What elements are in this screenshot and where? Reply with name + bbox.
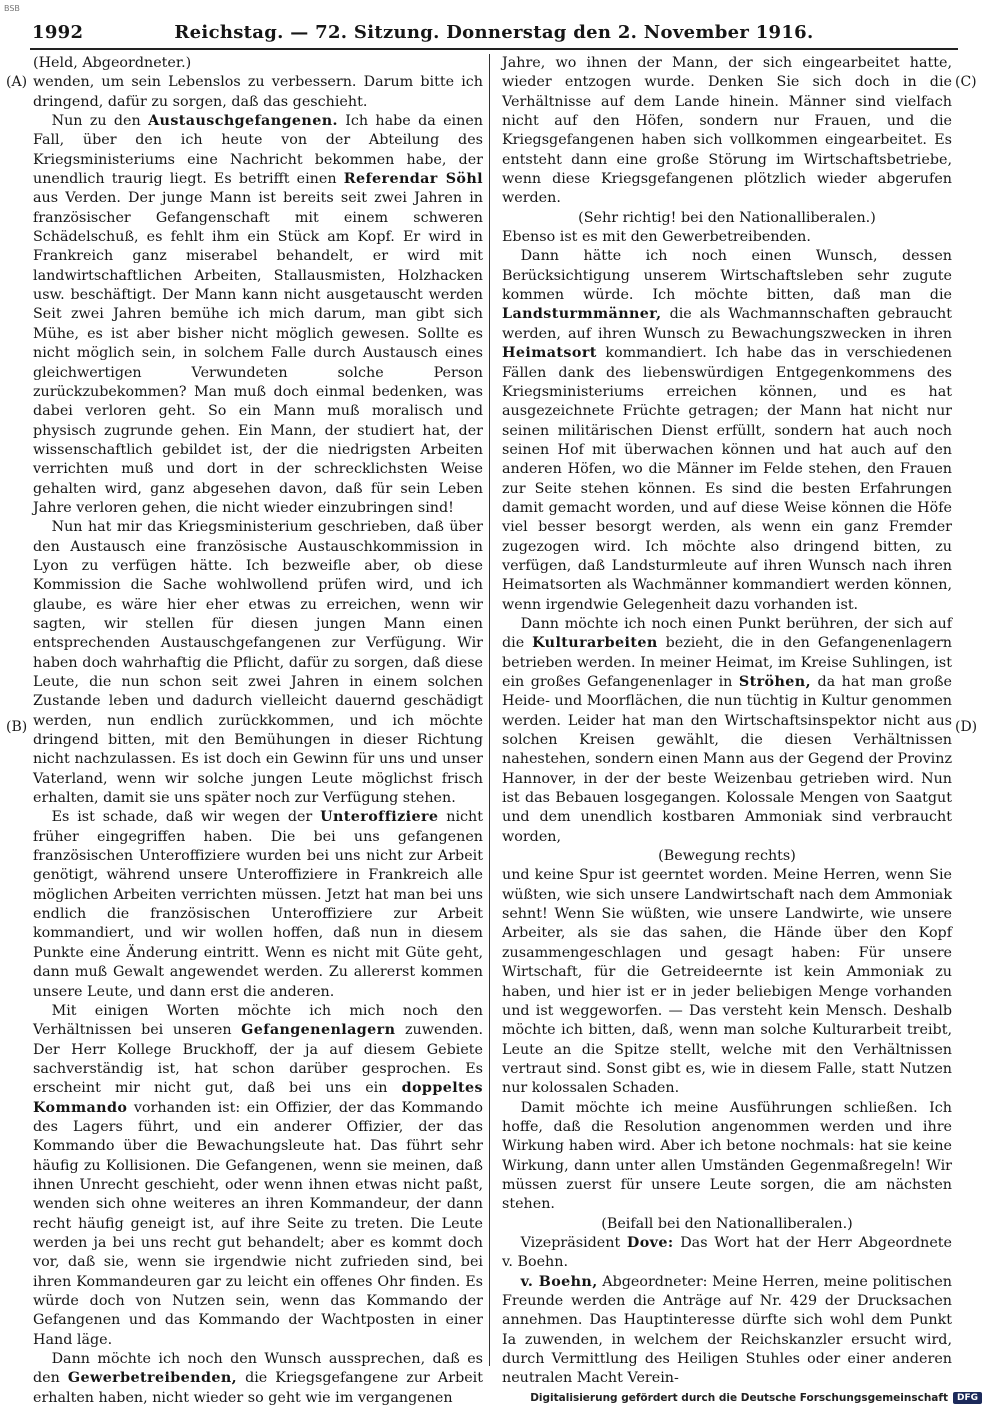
paragraph bbox=[502, 247, 952, 615]
text-run: Das Wort hat der Herr Abgeordnete v. Boehn. bbox=[502, 1234, 952, 1271]
text-run: die als Wachmannschaften gebraucht werden, auf ihren Wunsch zu Bewachungszwecken in ihren bbox=[502, 306, 952, 342]
right-column bbox=[502, 54, 952, 1387]
text-run: Ich habe da einen Fall, über den ich heute von der Abteilung des Kriegsministeriums eine Nachricht bekommen habe, der unendlich traurig liegt. Es betrifft einen bbox=[33, 113, 483, 188]
text-run: aus Verden. Der junge Mann ist bereits seit zwei Jahren in französischer Gefangenschaft mit einem schweren Schädelschuß, es fehlt ihm ein Stück am Kopf. Er wird in Frankreich ganz miserabel behandelt, er wird mit landwirtschaftlichen Arbeiten, Stallausmisten, Holzhacken usw. beschäftigt. Der Mann kann nicht ausgetauscht werden Seit zwei Jahren bemühe ich mich darum, man gibt sich Mühe, es ist aber bisher nicht möglich gewesen. Sollte es nicht möglich sein, in solchem Falle durch Austausch eines gleichwertigen Verwundeten solche Person zurückzubekommen? Man muß doch einmal bedenken, was dabei verloren geht. So ein Mann muß moralisch und physisch zugrunde gehen. Ein Mann, der studiert hat, der wissenschaftlich gebildet ist, der die niedrigsten Arbeiten verrichten muß und dort in der schrecklichsten Weise gehalten wird, ganz abgesehen davon, daß für sein Leben Jahre verloren gehen, die nicht wieder einzubringen sind! bbox=[33, 190, 483, 516]
paragraph bbox=[502, 1099, 952, 1215]
paragraph bbox=[33, 112, 483, 518]
paragraph bbox=[33, 1350, 483, 1408]
paragraph: Ebenso ist es mit den Gewerbetreibenden. bbox=[502, 229, 811, 246]
text-run: Abgeordneter: Meine Herren, meine politischen Freunde werden die Anträge auf Nr. 429 der Drucksachen annehmen. Das Hauptinteresse dürfte sich wohl dem Punkt Ia zuwenden, in welchem der Reichskanzler ersucht wird, durch Vermittlung des Heiligen Stuhles oder einer anderen neutralen Macht Verein- bbox=[502, 1273, 952, 1387]
emphasized-term: Heimatsort bbox=[502, 345, 597, 362]
text-run: Dann möchte ich noch den Wunsch aussprechen, daß es den bbox=[33, 1351, 483, 1387]
text-run: zuwenden. Der Herr Kollege Bruckhoff, der ja auf diesem Gebiete sachverständig ist, hat schon darüber gesprochen. Es erscheint mir nicht gut, daß bei uns ein bbox=[33, 1022, 483, 1097]
paragraph: Jahre, wo ihnen der Mann, der sich eingearbeitet hatte, wieder entzogen wurde. Denken Sie sich doch in die Verhältnisse auf dem Lande hinein. Männer sind vielfach nicht auf den Höfen, sondern nur Frauen, und die Kriegsgefangenen haben sich vollkommen eingearbeitet. Es entsteht dann eine große Störung im Wirtschaftsbetriebe, wenn diese Kriegsgefangenen plötzlich wieder abgerufen werden. bbox=[502, 55, 952, 207]
emphasized-term: Gewerbetreibenden, bbox=[67, 1370, 238, 1387]
text-run: Nun zu den bbox=[51, 113, 149, 130]
emphasized-term: Ströhen, bbox=[738, 674, 811, 690]
column-divider bbox=[489, 54, 490, 1366]
paragraph bbox=[33, 808, 483, 1001]
text-run: Mit einigen Worten möchte ich mich noch den Verhältnissen bei unseren bbox=[33, 1002, 483, 1039]
text-run: da hat man große Heide- und Moorflächen, die nun tüchtig in Kultur genommen werden. Leider hat man den Wirtschaftsinspektor nicht aus solchen Kreisen gewählt, die diesen Verhältnissen nahestehen, sondern einen Mann aus der Gegend der Provinz Hannover, in der der beste Weizenbau getrieben wird. Nun ist das Bebauen losgegangen. Kolossale Mengen von Saatgut und dem unendlich kostbaren Ammoniak sind verbraucht worden, bbox=[502, 674, 952, 845]
text-run: nicht früher eingegriffen haben. Die bei uns gefangenen französischen Unteroffiziere wurden bei uns nicht zur Arbeit genötigt, während unsere Unteroffiziere in Frankreich alle möglichen Arbeiten verrichten müssen. Jetzt hat man bei uns endlich die französischen Unteroffiziere zur Arbeit kommandiert, und wir wollen hoffen, daß nun in diesem Punkte eine Änderung eintritt. Wenn es nicht mit Güte geht, dann muß Gewalt angewendet werden. Zu allererst kommen unsere Leute, und dann erst die anderen. bbox=[33, 809, 483, 1000]
interjection: (Bewegung rechts) bbox=[658, 848, 796, 865]
page-number: 1992 bbox=[32, 22, 84, 43]
paragraph: und keine Spur ist geerntet worden. Meine Herren, wenn Sie wüßten, wie sich unsere Landwirtschaft nach dem Ammoniak sehnt! Wenn Sie wüßten, wie unsere Landwirte, wie unsere Arbeiter, als sie das sahen, die Hände über den Kopf zusammengeschlagen und gesagt haben: Für unsere Wirtschaft, für die Getreideernte ist kein Ammoniak zu haben, und hier ist er in jeder beliebigen Menge vorhanden und ist weggeworfen. — Das versteht kein Mensch. Deshalb möchte ich bitten, daß, wenn man solche Kulturarbeit treibt, Leute an die Spitze stellt, welche mit den Verhältnissen vertraut sind. Sonst gibt es, wie in diesem Falle, statt Nutzen nur kolossalen Schaden. bbox=[502, 867, 952, 1097]
emphasized-term: Landsturmmänner, bbox=[502, 306, 662, 323]
paragraph bbox=[33, 1002, 483, 1350]
text-run: Vizepräsident bbox=[520, 1234, 627, 1251]
text-run: die Kriegsgefangene zur Arbeit erhalten haben, nicht wieder so geht wie im vergangenen bbox=[33, 1370, 484, 1406]
library-stamp: BSB bbox=[4, 4, 20, 13]
page-header bbox=[30, 20, 958, 50]
paragraph: wenden, um sein Lebenslos zu verbessern. Darum bitte ich dringend, dafür zu sorgen, daß das geschieht. bbox=[33, 74, 483, 110]
margin-marker-c: (C) bbox=[955, 74, 977, 90]
emphasized-term: Kulturarbeiten bbox=[532, 635, 658, 652]
margin-marker-b: (B) bbox=[6, 719, 28, 735]
text-run: Es ist schade, daß wir wegen der bbox=[51, 809, 321, 826]
text-run: Nun hat mir das Kriegsministerium geschrieben, daß über den Austausch eine französische Austauschkommission in Lyon zu verfügen hätte. Ich bezweifle aber, ob diese Kommission die Sache wohlwollend prüfen wird, und ich glaube, es wäre hier eher etwas zu erreichen, wenn wir sagten, wir stellen für diesen jungen Mann einen entsprechenden Austauschgefangenen zur Verfügung. Wir haben doch wahrhaftig die Pflicht, dafür zu sorgen, daß diese Leute, die nun schon seit zwei Jahren in einem solchen Zustande leben und dadurch vielleicht dauernd geschädigt werden, nun endlich zurückkommen, und ich möchte dringend bitten, mit den Bemühungen in dieser Richtung nicht nachzulassen. Es ist doch ein Gewinn für uns und unser Vaterland, wenn wir solche jungen Leute möglichst frisch erhalten, damit sie uns später noch zur Verfügung stehen. bbox=[33, 519, 483, 807]
text-run: kommandiert. Ich habe das in verschiedenen Fällen dank des liebenswürdigen Entgegenkommens des Kriegsministeriums erreichen können, und es hat ausgezeichnete Früchte getragen; der Mann hat nicht nur seinen militärischen Dienst erfüllt, sondern hat auch noch seinen Hof mit überwachen können und hat auch auf den anderen Höfen, wo die Männer im Felde stehen, den Frauen zur Seite stehen können. Es sind die besten Erfahrungen damit gemacht worden, und auf diese Weise können die Höfe viel besser besorgt werden, als wenn ein ganz Fremder zugezogen wird. Ich möchte also dringend bitten, zu verfügen, daß Landsturmleute auf ihren Wunsch nach ihren Heimatsorten als Wachmänner kommandiert werden können, wenn irgendwie Gelegenheit dazu vorhanden ist. bbox=[502, 345, 952, 613]
emphasized-term: v. Boehn, bbox=[520, 1273, 598, 1290]
emphasized-term: Austauschgefangenen. bbox=[148, 113, 338, 130]
emphasized-term: Dove: bbox=[626, 1234, 674, 1251]
text-run: Dann möchte ich noch einen Punkt berühren, der sich auf die bbox=[502, 615, 952, 652]
emphasized-term: Gefangenenlagern bbox=[241, 1022, 396, 1039]
paragraph bbox=[502, 1273, 952, 1389]
margin-marker-a: (A) bbox=[6, 74, 28, 90]
emphasized-term: doppeltes Kommando bbox=[33, 1080, 483, 1116]
paragraph: (Held, Abgeordneter.) bbox=[33, 55, 192, 71]
text-run: bezieht, die in den Gefangenenlagern betrieben werden. In meiner Heimat, im Kreise Suhlingen, ist ein großes Gefangenenlager in bbox=[502, 635, 952, 690]
interjection: (Beifall bei den Nationalliberalen.) bbox=[601, 1215, 853, 1232]
paragraph bbox=[33, 518, 483, 808]
emphasized-term: Unteroffiziere bbox=[320, 809, 439, 826]
text-run: Dann hätte ich noch einen Wunsch, dessen Berücksichtigung unserem Wirtschaftsleben sehr zugute kommen würde. Ich möchte bitten, daß man die bbox=[502, 248, 952, 304]
paragraph bbox=[502, 615, 952, 847]
paragraph bbox=[502, 1234, 952, 1273]
margin-marker-d: (D) bbox=[955, 719, 978, 735]
funding-note: Digitalisierung gefördert durch die Deutsche Forschungsgemeinschaft bbox=[530, 1392, 948, 1404]
emphasized-term: Referendar Söhl bbox=[343, 171, 483, 188]
left-column bbox=[33, 54, 484, 1406]
page-title: Reichstag. — 72. Sitzung. Donnerstag den 2. November 1916. bbox=[174, 22, 814, 43]
dfg-logo-icon: DFG bbox=[953, 1392, 982, 1404]
text-run: Damit möchte ich meine Ausführungen schließen. Ich hoffe, daß die Resolution angenommen werden und ihre Wirkung haben wird. Aber ich betone nochmals: hat sie keine Wirkung, dann unter allen Umständen Gegenmaßregeln! Wir müssen zuerst für unsere Leute sorgen, die am nächsten stehen. bbox=[502, 1099, 952, 1213]
page-footer bbox=[530, 1392, 982, 1404]
interjection: (Sehr richtig! bei den Nationalliberalen.) bbox=[578, 209, 876, 226]
text-run: vorhanden ist: ein Offizier, der das Kommando des Lagers führt, und ein anderer Offizier, der das Kommando über die Bewachungsleute hat. Das führt sehr häufig zu Kollisionen. Die Gefangenen, wenn sie meinen, daß ihnen Unrecht geschieht, oder wenn ihnen etwas nicht paßt, wenden sich ohne weiteres an ihren Kommandeur, der dann recht häufig geneigt ist, auf ihre Seite zu treten. Die Leute werden ja bei uns recht gut behandelt; aber es kommt doch vor, daß sie, wenn sie irgendwie nicht zufrieden sind, bei ihren Kommandeuren gar zu leicht ein offenes Ohr finden. Es würde doch von Nutzen sein, wenn das Kommando der Gefangenen und das Kommando der Wachtposten in einer Hand läge. bbox=[33, 1099, 483, 1348]
